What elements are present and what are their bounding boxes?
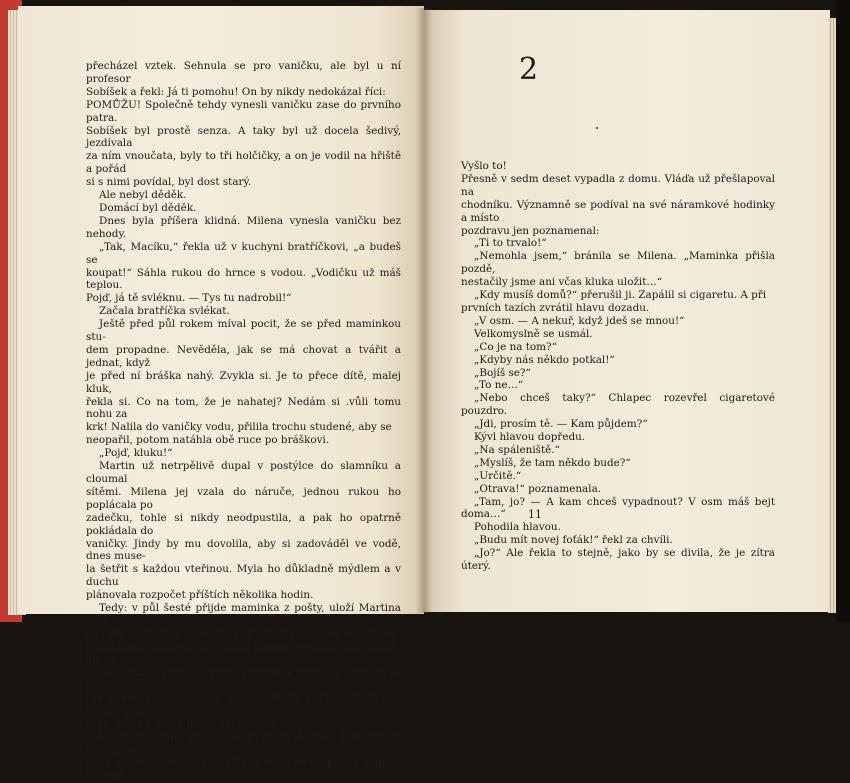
- text-line: „Jo?“ Ale řekla to stejně, jako by se divila, že je zítra úterý.: [461, 547, 775, 573]
- text-line: zadečku, tohle si nikdy neodpustila, a pak ho opatrně pokládala do: [86, 511, 401, 537]
- text-line: „Určitě.“: [474, 469, 522, 482]
- text-line: sítěmi. Milena jej vzala do náruče, jednou rukou ho poplácala po: [86, 485, 401, 511]
- text-line: „Ti to trvalo!“: [474, 237, 547, 250]
- text-line: „Tak, Macíku,“ řekla už v kuchyni bratříčkovi, „a budeš se: [86, 240, 401, 266]
- text-line: „Nebo chceš taky?“ Chlapec rozevřel cigaretové pouzdro.: [461, 392, 775, 418]
- book-cover-right: [836, 0, 850, 622]
- text-line: V sedm hodin bude na ni čekat Vláďa. Jen aby si maminka: [86, 731, 401, 757]
- text-line: „Budu mít novej foťák!“ řekl za chvíli.: [474, 534, 673, 547]
- text-line: Kývl hlavou dopředu.: [474, 431, 586, 444]
- text-line: „Pojď, kluku!“: [99, 447, 173, 460]
- text-line: „Otrava!“ poznamenala.: [474, 482, 602, 495]
- text-line: přát, může v sedm hodin vypadnout.: [86, 718, 278, 731]
- text-line: „Bojíš se?“: [474, 366, 531, 379]
- text-line: něco na ni nevymyslela. Někdy mívá nebezpečně bujnou fantazii.: [86, 756, 401, 782]
- page-edges-right: [828, 18, 836, 613]
- text-line: Martin už netrpělivě dupal v postýlce do slamníku a cloumal: [86, 460, 401, 485]
- text-line: „Na spáleniště.“: [474, 443, 560, 456]
- text-line: tak zákeřný, aby ji volal znovu. Takže když jí štěstí jen trochu bude: [86, 692, 401, 718]
- text-line: si s nimi povídal, byl dost starý.: [86, 176, 252, 189]
- text-line: „V osm. — A nekuř, když jdeš se mnou!“: [474, 314, 685, 327]
- text-line: Pojď, já tě svléknu. — Tys tu nadrobil!“: [86, 292, 292, 305]
- text-line: „Nemohla jsem,“ bránila se Milena. „Maminka přišla pozdě,: [461, 250, 775, 276]
- text-line: řekla si. Co na tom, že je nahatej? Nedám si .vůli tomu nohu za: [86, 395, 401, 421]
- text-line: jo, taky se všichni navečeří, pak uklidí krámy po Martinovi,: [86, 627, 398, 640]
- text-line: la šetřit s každou vteřinou. Myla ho důkladně mýdlem a v duchu: [86, 563, 401, 589]
- text-line: Sobíšek a řekl: Já ti pomohu! On by nikdy nedokázal říci:: [86, 85, 386, 98]
- text-line: Pohodila hlavou.: [474, 521, 561, 534]
- text-line: Vyšlo to!: [461, 160, 507, 172]
- text-line: Velkomyslně se usmál.: [474, 327, 593, 340]
- text-line: pomůže mamince omýt nádobí, měla by se taky učit chemii, ale tu: [86, 640, 401, 666]
- text-line: Začala bratříčka svlékat.: [99, 305, 230, 318]
- text-line: koupat!“ Sáhla rukou do hrnce s vodou. „Vodičku už máš teplou.: [86, 266, 401, 292]
- text-line: Domácí byl děděk.: [99, 201, 197, 214]
- text-line: krk! Nalila do vaničky vodu, přilila trochu studené, aby se: [86, 421, 392, 434]
- text-line: chodníku. Významně se podíval na své náramkové hodinky a místo: [461, 198, 775, 224]
- ink-speck: [596, 127, 598, 129]
- text-line: prvních tazích zvrátil hlavu dozadu.: [461, 301, 650, 314]
- text-line: Dnes byla příšera klidná. Milena vynesla vaničku bez nehody.: [86, 214, 401, 240]
- text-line: Přesně v sedm deset vypadla z domu. Vláďa už přešlapoval na: [461, 172, 775, 198]
- book-gutter: [416, 8, 432, 613]
- text-line: dem propadne. Nevěděla, jak se má chovat a tvářit a jednat, když: [86, 343, 401, 369]
- text-line: nestačily jsme ani včas kluka uložit…“: [461, 276, 663, 289]
- text-line: „Tam, jo? — A kam chceš vypadnout? V osm máš bejt doma…“: [461, 495, 775, 521]
- text-line: Ještě před půl rokem míval pocit, že se před maminkou stu-: [86, 318, 401, 344]
- text-line: přecházel vztek. Sehnula se pro vaničku, ale byl u ní profesor: [86, 60, 401, 85]
- text-line: neopařil, potom natáhla obě ruce po bráškovi.: [86, 434, 330, 447]
- text-line: „To ne…“: [474, 379, 524, 392]
- text-line: „Kdy musíš domů?“ přerušil ji. Zapálil si cigaretu. A při: [474, 289, 767, 302]
- text-line: Tedy: v půl šesté přijde maminka z pošty, uloží Martina spát,: [86, 602, 401, 627]
- text-line: POMŮŽU! Společně tehdy vynesli vaničku zase do prvního patra.: [86, 98, 401, 124]
- left-page-text: [86, 60, 401, 783]
- right-page-text: [461, 160, 775, 573]
- text-line: „Kdyby nás někdo potkal!“: [474, 353, 615, 366]
- text-line: je před ní bráška nahý. Zvykla si. Je to přece dítě, malej kluk,: [86, 369, 401, 395]
- text-line: „Myslíš, že tam někdo bude?“: [474, 456, 631, 469]
- text-line: „Jdi, prosím tě. — Kam půjdem?“: [474, 418, 648, 431]
- text-line: za ním vnoučata, byly to tři holčičky, a on je vodil na hřiště a pořád: [86, 150, 401, 176]
- text-line: vaničky. Jindy by mu dovolila, aby si zadováděl ve vodě, dnes muse-: [86, 537, 401, 563]
- chapter-number: 2: [519, 52, 539, 87]
- text-line: „Co je na tom?“: [474, 340, 557, 353]
- text-line: plánovala rozpočet příštích několika hodin.: [86, 589, 314, 602]
- text-line: pozdravu jen poznamenal:: [461, 224, 600, 237]
- text-line: Sobíšek byl prostě senza. A taky byl už docela šedivý, jezdívala: [86, 124, 401, 150]
- text-line: zítra riskne, protože byla zkoušena minulou hodinu a Divišek není: [86, 666, 401, 692]
- page-number: 11: [528, 508, 542, 521]
- text-line: Ale nebyl děděk.: [99, 189, 187, 202]
